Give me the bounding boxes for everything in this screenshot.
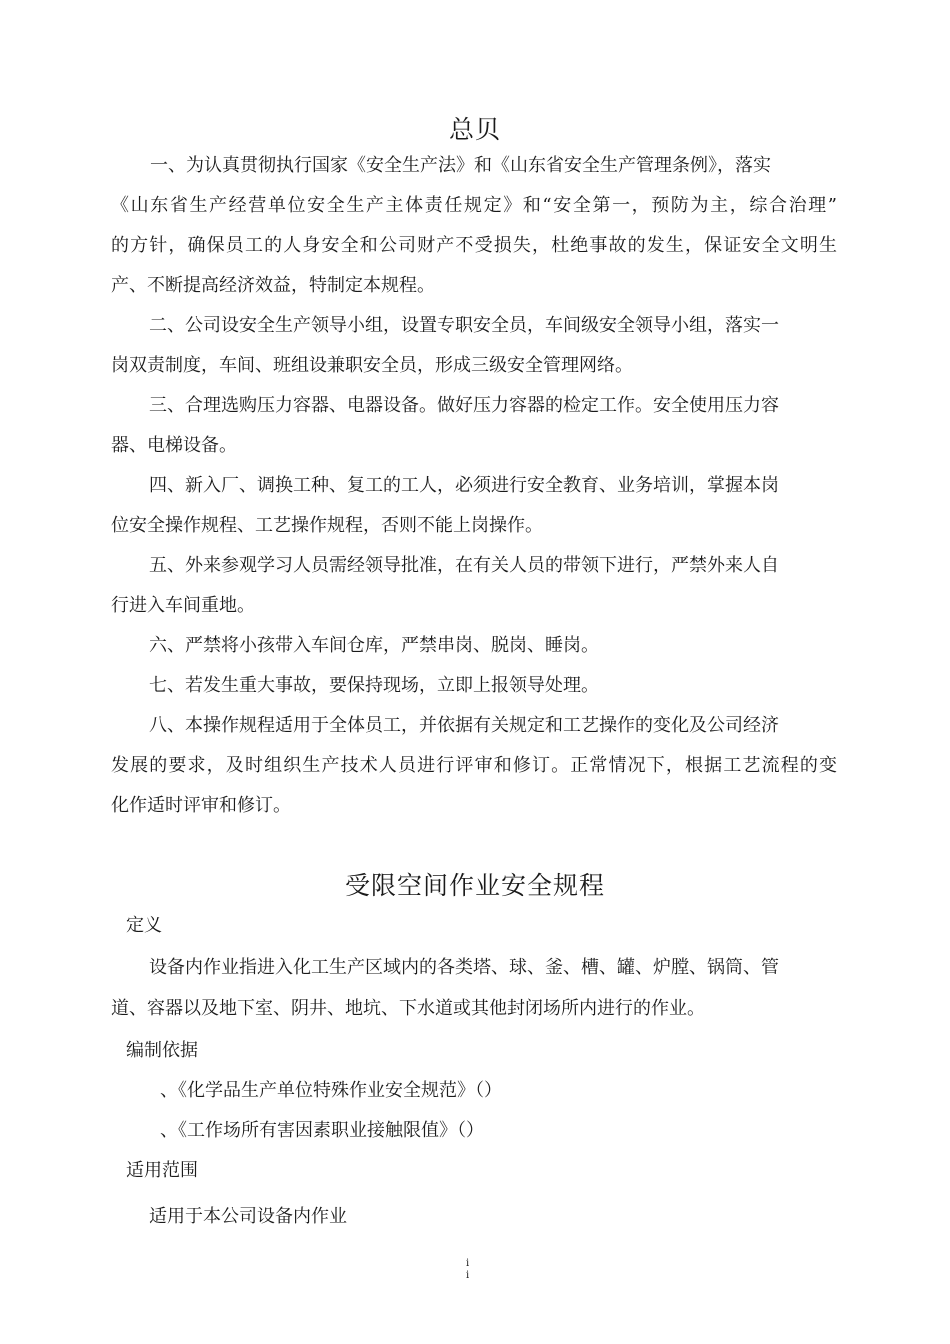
- para5-line1: 五、外来参观学习人员需经领导批准，在有关人员的带领下进行，严禁外来人自: [149, 555, 779, 576]
- definition-heading: 定义: [126, 915, 162, 936]
- para6-line: 六、严禁将小孩带入车间仓库，严禁串岗、脱岗、睡岗。: [149, 635, 599, 656]
- para1-line3: 的方针，确保员工的人身安全和公司财产不受损失，杜绝事故的发生，保证安全文明生: [111, 235, 837, 256]
- basis-item-1: 、《化学品生产单位特殊作业安全规范》（）: [160, 1080, 502, 1101]
- para8-line2: 发展的要求，及时组织生产技术人员进行评审和修订。正常情况下，根据工艺流程的变: [111, 755, 837, 776]
- definition-line1: 设备内作业指进入化工生产区域内的各类塔、球、釜、槽、罐、炉膛、锅筒、管: [149, 957, 779, 978]
- scope-heading: 适用范围: [126, 1160, 198, 1181]
- para1-line1: 一、为认真贯彻执行国家《安全生产法》和《山东省安全生产管理条例》，落实: [150, 155, 771, 176]
- section-title-confined-space: 受限空间作业安全规程: [344, 871, 605, 900]
- page-number-top: i: [466, 1258, 470, 1269]
- scope-text: 适用于本公司设备内作业: [149, 1206, 347, 1227]
- para8-line3: 化作适时评审和修订。: [111, 795, 291, 816]
- para5-line2: 行进入车间重地。: [111, 595, 255, 616]
- para1-line4: 产、不断提高经济效益，特制定本规程。: [111, 275, 435, 296]
- para3-line2: 器、电梯设备。: [111, 435, 237, 456]
- para1-line2: 《山东省生产经营单位安全生产主体责任规定》和“安全第一，预防为主，综合治理”: [111, 195, 837, 216]
- section-title-general: 总贝: [448, 115, 501, 144]
- basis-item-2: 、《工作场所有害因素职业接触限值》（）: [160, 1120, 484, 1141]
- para8-line1: 八、本操作规程适用于全体员工，并依据有关规定和工艺操作的变化及公司经济: [149, 715, 779, 736]
- definition-line2: 道、容器以及地下室、阴井、地坑、下水道或其他封闭场所内进行的作业。: [111, 998, 705, 1019]
- para4-line1: 四、新入厂、调换工种、复工的工人，必须进行安全教育、业务培训，掌握本岗: [149, 475, 779, 496]
- para2-line1: 二、公司设安全生产领导小组，设置专职安全员，车间级安全领导小组，落实一: [149, 315, 779, 336]
- para3-line1: 三、合理选购压力容器、电器设备。做好压力容器的检定工作。安全使用压力容: [149, 395, 779, 416]
- page-number-bottom: i: [466, 1270, 470, 1281]
- para4-line2: 位安全操作规程、工艺操作规程，否则不能上岗操作。: [111, 515, 543, 536]
- para2-line2: 岗双责制度，车间、班组设兼职安全员，形成三级安全管理网络。: [111, 355, 633, 376]
- para7-line: 七、若发生重大事故，要保持现场，立即上报领导处理。: [149, 675, 599, 696]
- basis-heading: 编制依据: [126, 1040, 198, 1061]
